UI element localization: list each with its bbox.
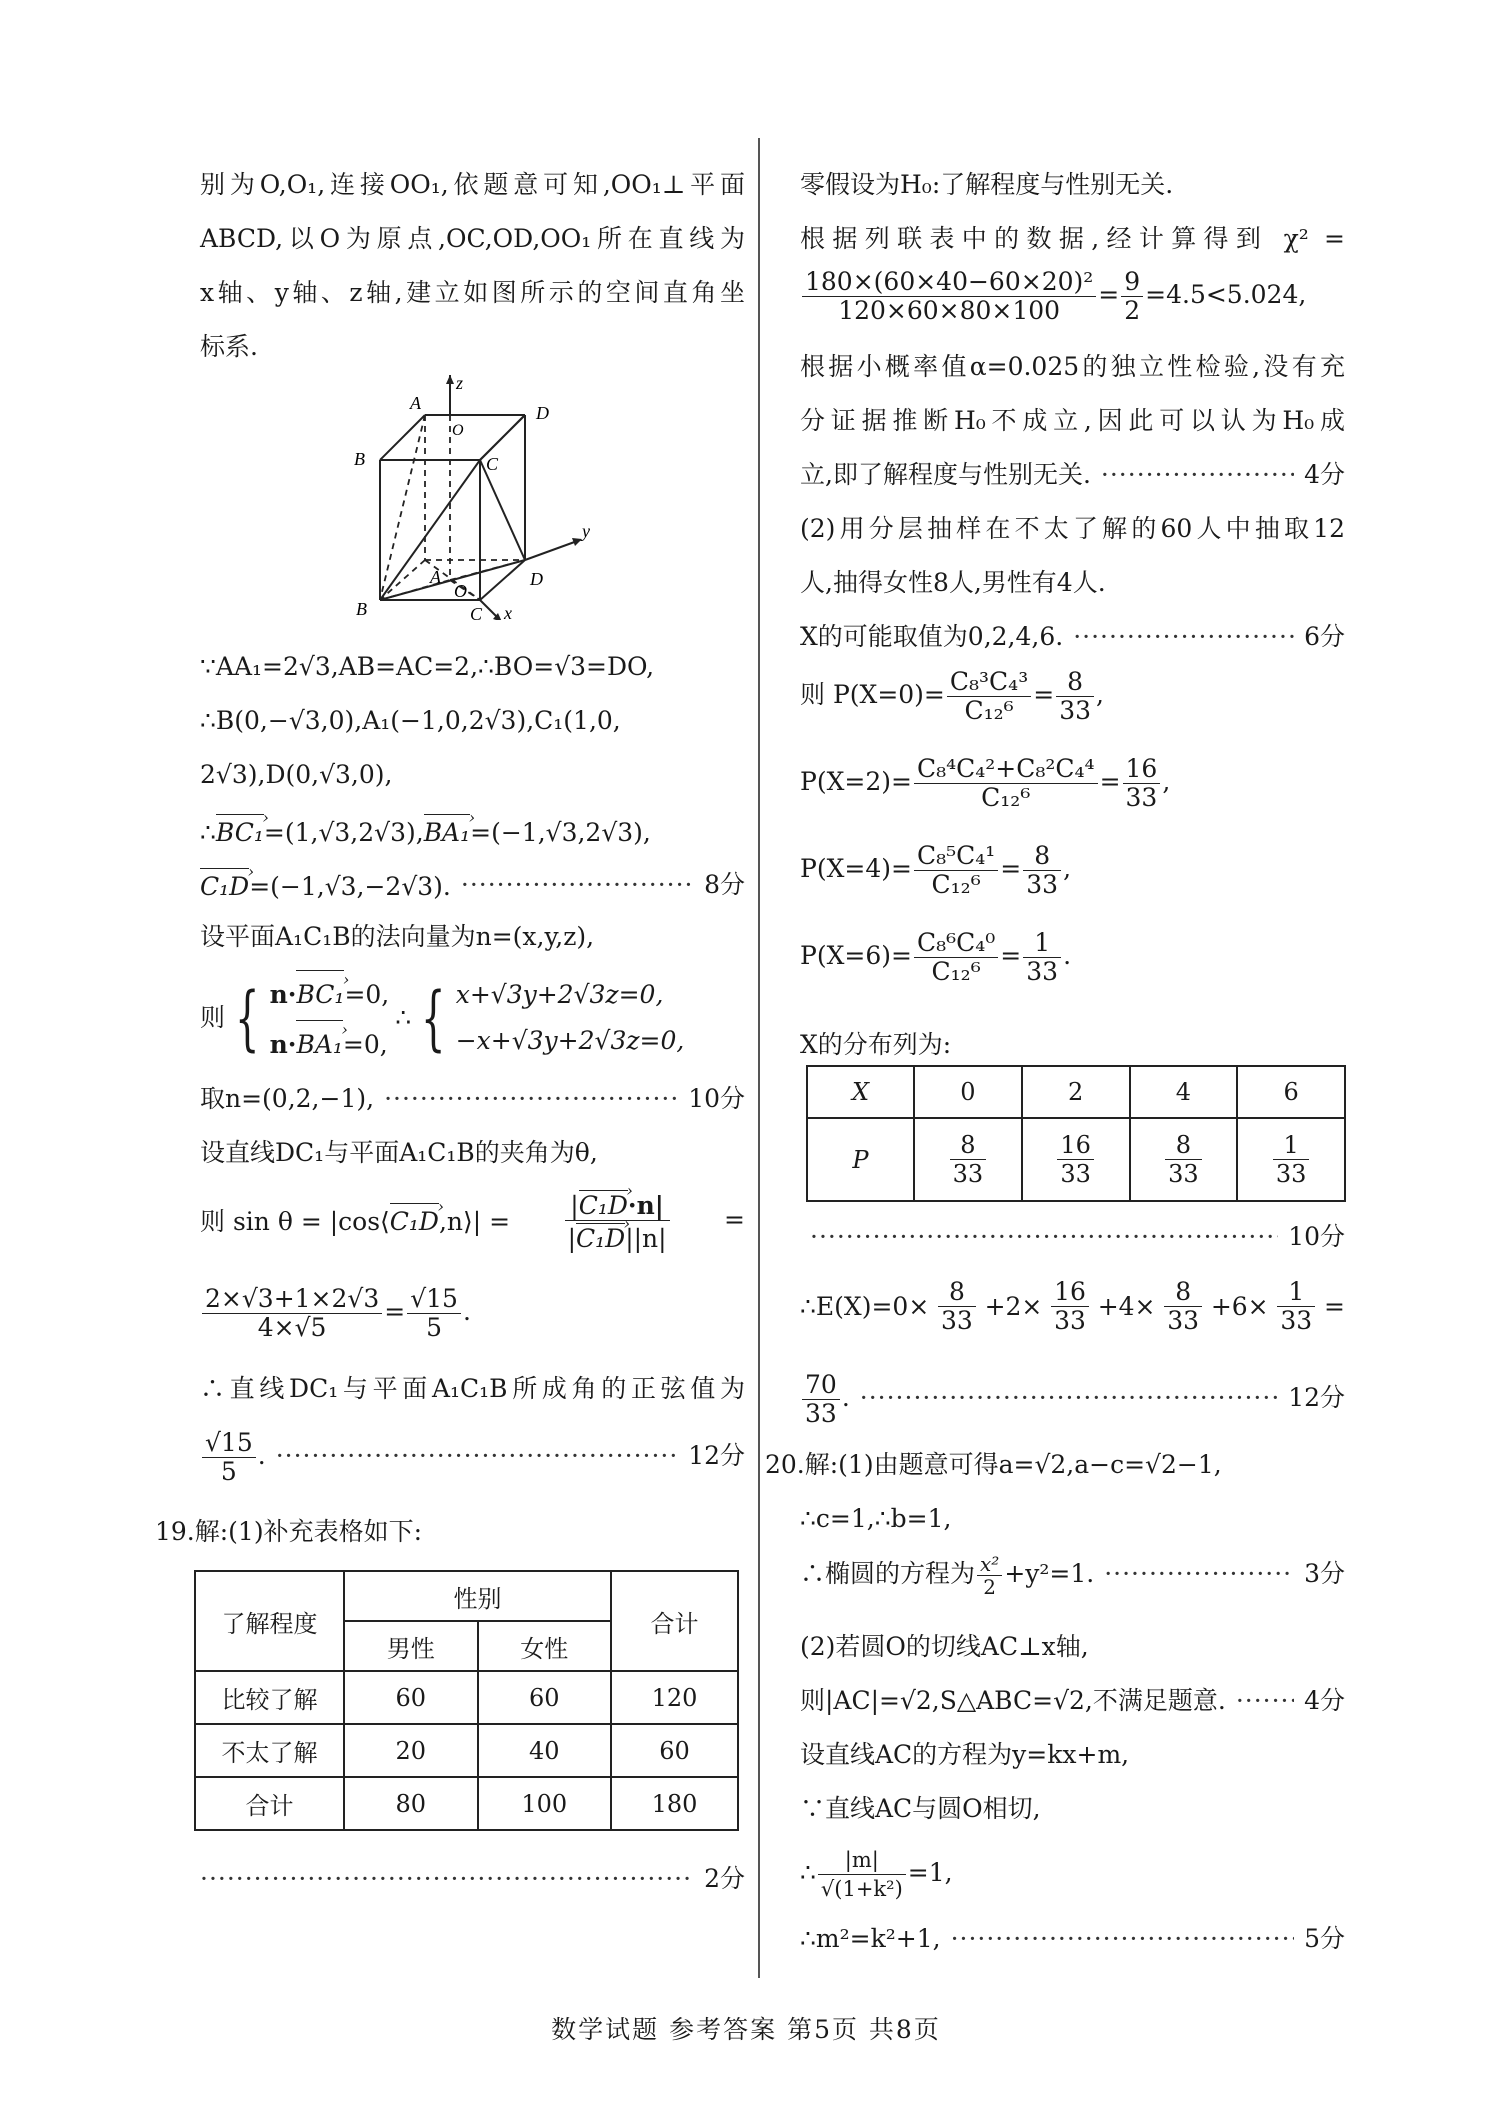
table-score-line	[200, 1862, 745, 1896]
label-B1: B	[354, 449, 365, 469]
left-line-2: ∴B(0,−√3,0),A₁(−1,0,2√3),C₁(1,0,	[200, 706, 621, 735]
label-A: A	[430, 567, 441, 587]
right-line-8: 人,抽得女性8人,男性有4人.	[800, 568, 1106, 597]
score-12: 12分	[1288, 1383, 1345, 1412]
probability-x0: 则 P(X=0)= $\frac{\text{C₈³C₄³}}{\text{C₁₂⁶}}$ = $\frac{8}{33}$ ,	[800, 667, 1104, 725]
score-leader	[461, 868, 694, 902]
label-O: O	[454, 581, 467, 601]
label-D: D	[530, 569, 543, 589]
label-C1: C	[486, 454, 499, 474]
score-8: 8分	[704, 870, 745, 899]
score-5: 5分	[1304, 1924, 1345, 1953]
table-row: 合计 80 100 180	[195, 1777, 738, 1830]
equation-system: 则 { n·BC₁ ›=0, n·BA₁ ›=0, ∴ { x+√3y+2√3z=0, −x+√3y+2√3z=0,	[200, 968, 684, 1068]
left-line-11: ∴直线DC₁与平面A₁C₁B所成角的正弦值为	[200, 1374, 745, 1403]
vector-C1D: C₁D ›	[200, 866, 249, 904]
chi-square-formula: $\frac{\text{180×(60×40−60×20)²}}{120\times 60\times 80\times 100}$ = $\frac{9}{2}$ =4.5<5.024,	[800, 268, 1306, 325]
right-line-2: 根据列联表中的数据,经计算得到 χ² =	[800, 224, 1345, 253]
vector-BA1: BA₁ ›	[424, 812, 470, 850]
intro-line-2: ABCD,以O为原点,OC,OD,OO₁所在直线为	[200, 224, 745, 253]
sine-formula: 则 sin θ = |cos⟨C₁D ›,n⟩| = $\frac{\text{|C₁D ›·n|}}{\text{|C₁D ›||n|}}$ =	[200, 1180, 745, 1260]
left-line-3: 2√3),D(0,√3,0),	[200, 760, 393, 789]
right-line-q20g: ∵直线AC与圆O相切,	[800, 1794, 1041, 1823]
p-label: P	[807, 1118, 914, 1201]
right-line-4: 根据小概率值α=0.025的独立性检验,没有充	[800, 352, 1345, 381]
right-line-q20i: ∴m²=k²+1, ····· 5分	[800, 1922, 1345, 1956]
probability-x4: P(X=4)= $\frac{\text{C₈⁵C₄¹}}{\text{C₁₂⁶}}$ = $\frac{8}{33}$ ,	[800, 841, 1072, 899]
intro-line-3: x轴、y轴、z轴,建立如图所示的空间直角坐	[200, 278, 745, 307]
header-male: 男性	[344, 1621, 478, 1671]
label-O1: O	[452, 422, 464, 439]
right-line-q20b: ∴c=1,∴b=1,	[800, 1504, 952, 1533]
left-line-12: $\frac{√15}{5}$ . ····· 12分	[200, 1426, 745, 1486]
right-line-9: X的可能取值为0,2,4,6. ····· 6分	[800, 620, 1345, 654]
score-6: 6分	[1304, 622, 1345, 651]
label-B: B	[356, 599, 367, 619]
ellipse-equation: ∴椭圆的方程为 $\frac{\text{x²}}{2}$ +y²=1. ····· 3分	[800, 1544, 1345, 1604]
question-19-heading: 19.解:(1)补充表格如下:	[155, 1517, 423, 1546]
table-row: X 0 2 4 6	[807, 1066, 1345, 1118]
left-line-7: 取n=(0,2,−1), ····· 10分	[200, 1082, 745, 1116]
question-20-heading: 20.解:(1)由题意可得a=√2,a−c=√2−1,	[765, 1450, 1222, 1479]
table-row: P $\frac{8}{33}$ $\frac{16}{33}$ $\frac{8}{33}$ $\frac{1}{33}$	[807, 1118, 1345, 1201]
left-line-5: C₁D ›=(−1,√3,−2√3). ····· 8分	[200, 866, 745, 904]
table-row: 比较了解 60 60 120	[195, 1671, 738, 1724]
right-line-7: (2)用分层抽样在不太了解的60人中抽取12	[800, 514, 1345, 543]
right-line-5: 分证据推断H₀不成立,因此可以认为H₀成	[800, 406, 1345, 435]
score-10: 10分	[1288, 1222, 1345, 1251]
right-line-6: 立,即了解程度与性别无关. ····· 4分	[800, 458, 1345, 492]
expectation-result: $\frac{70}{33}$ . ····· 12分	[800, 1368, 1345, 1428]
left-line-6: 设平面A₁C₁B的法向量为n=(x,y,z),	[200, 922, 595, 951]
label-A1: A	[410, 393, 421, 413]
label-D1: D	[536, 403, 549, 423]
probability-x6: P(X=6)= $\frac{\text{C₈⁶C₄⁰}}{\text{C₁₂⁶}}$ = $\frac{1}{33}$ .	[800, 928, 1072, 986]
distribution-label: X的分布列为:	[800, 1030, 952, 1059]
axis-z-label: z	[456, 375, 464, 393]
header-female: 女性	[478, 1621, 612, 1671]
score-4: 4分	[1304, 460, 1345, 489]
table-row: 不太了解 20 40 60	[195, 1724, 738, 1777]
right-line-q20f: 设直线AC的方程为y=kx+m,	[800, 1740, 1130, 1769]
prism-figure	[350, 375, 600, 620]
label-C: C	[470, 604, 483, 620]
intro-line-4: 标系.	[200, 332, 258, 361]
score-4: 4分	[1304, 1686, 1345, 1715]
contingency-table	[194, 1570, 739, 1831]
right-line-q20d: (2)若圆O的切线AC⊥x轴,	[800, 1632, 1089, 1661]
page-footer: 数学试题 参考答案 第5页 共8页	[551, 2015, 941, 2044]
tangent-condition: ∴ $\frac{|m|}{\text{√(1+k²)}}$ =1,	[800, 1848, 953, 1901]
expectation-formula: ∴E(X)=0× $\frac{8}{33}$ +2× $\frac{16}{33}$ +4× $\frac{8}{33}$ +6× $\frac{1}{33}$ =	[800, 1277, 1345, 1335]
header-gender: 性别	[344, 1571, 611, 1621]
axis-x-label: x	[504, 603, 512, 620]
left-line-8: 设直线DC₁与平面A₁C₁B的夹角为θ,	[200, 1138, 598, 1167]
left-line-1: ∵AA₁=2√3,AB=AC=2,∴BO=√3=DO,	[200, 652, 655, 681]
distribution-table	[806, 1065, 1346, 1202]
distribution-score	[800, 1220, 1345, 1254]
header-total: 合计	[611, 1571, 738, 1671]
left-line-4: ∴BC₁ ›=(1,√3,2√3),BA₁ ›=(−1,√3,2√3),	[200, 812, 651, 850]
column-divider	[758, 138, 760, 1978]
intro-line-1: 别为O,O₁,连接OO₁,依题意可知,OO₁⊥平面	[200, 170, 745, 199]
probability-x2: P(X=2)= $\frac{\text{C₈⁴C₄²+C₈²C₄⁴}}{\text{C₁₂⁶}}$ = $\frac{16}{33}$ ,	[800, 754, 1171, 812]
header-understanding: 了解程度	[195, 1571, 344, 1671]
score-12: 12分	[688, 1441, 745, 1470]
sine-result: $\frac{2\times√3+1\times 2√3}{4\times√5}$ = $\frac{√15}{5}$ .	[200, 1285, 471, 1342]
score-10: 10分	[688, 1084, 745, 1113]
score-3: 3分	[1304, 1559, 1345, 1588]
right-line-1: 零假设为H₀:了解程度与性别无关.	[800, 170, 1174, 199]
vector-BC1: BC₁ ›	[216, 812, 264, 850]
x-label: X	[807, 1066, 914, 1118]
score-2: 2分	[704, 1864, 745, 1893]
axis-y-label: y	[582, 521, 590, 541]
right-line-q20e: 则|AC|=√2,S△ABC=√2,不满足题意. ····· 4分	[800, 1684, 1345, 1718]
